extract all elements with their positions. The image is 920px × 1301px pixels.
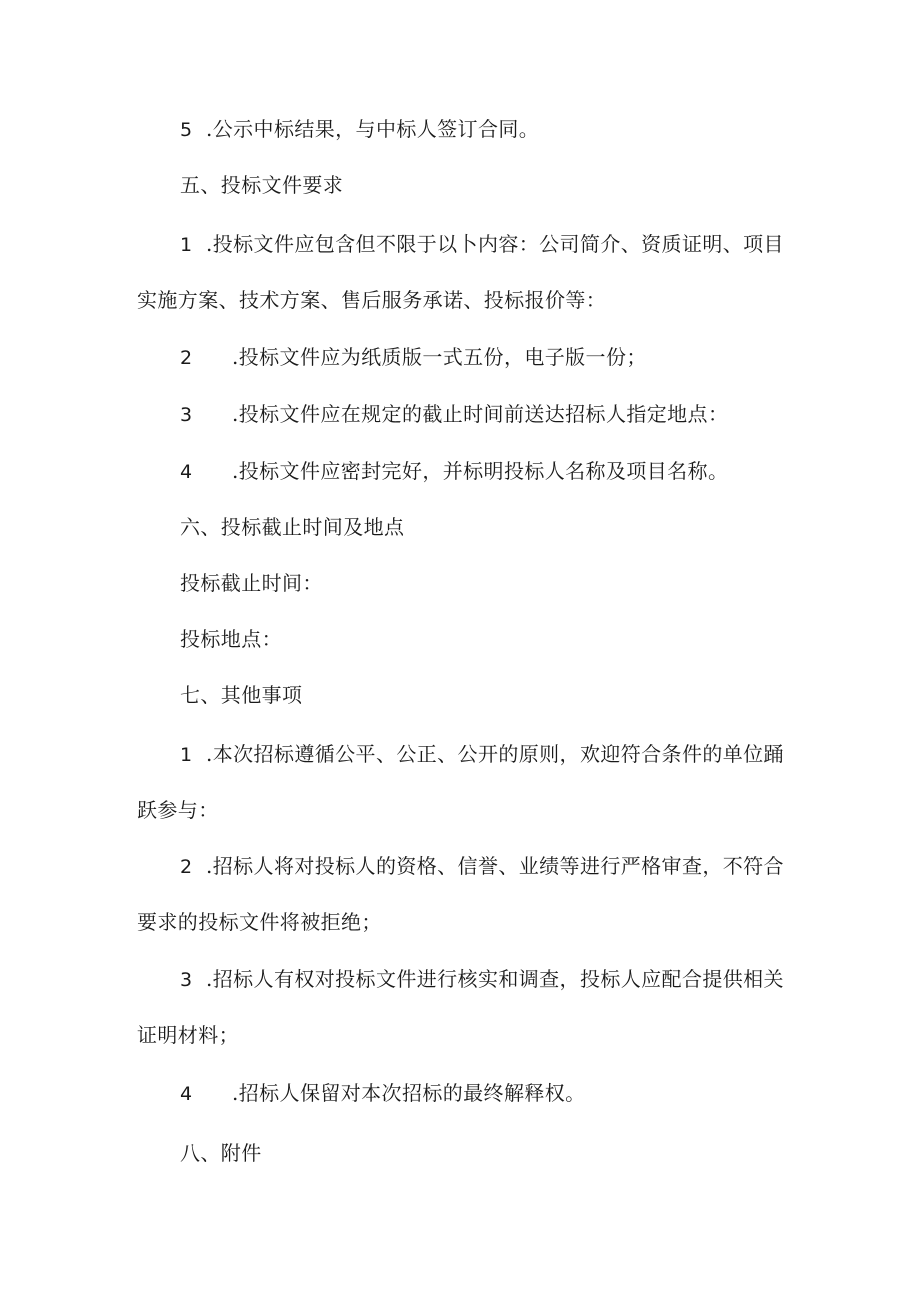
item-text: .招标人有权对投标文件进行核实和调查，投标人应配合提供相关: [206, 967, 784, 991]
item-number: 2: [180, 856, 193, 878]
item-number: 4: [180, 1083, 193, 1105]
section-heading-other-matters: [180, 683, 302, 707]
section-heading-deadline-and-location: [180, 515, 404, 539]
item-number: 2: [180, 347, 193, 369]
list-item-final-interpretation: [180, 1081, 586, 1106]
paragraph-continuation: [137, 910, 382, 934]
field-bid-deadline: [180, 571, 323, 595]
continuation-text: 实施方案、技术方案、售后服务承诺、投标报价等：: [137, 288, 607, 312]
list-item-sealing: [180, 459, 728, 484]
item-text: .投标文件应在规定的截止时间前送达招标人指定地点：: [232, 402, 729, 426]
paragraph-continuation: [137, 798, 219, 822]
paragraph-continuation: [137, 1023, 239, 1047]
heading-text: 六、投标截止时间及地点: [180, 515, 405, 539]
item-text: .投标文件应包含但不限于以卜内容：公司简介、资质证明、项目: [206, 232, 784, 256]
item-text: .招标人将对投标人的资格、信誉、业绩等进行严格审查，不符合: [206, 854, 784, 878]
section-heading-bid-document-requirements: [180, 173, 343, 197]
continuation-text: 要求的投标文件将被拒绝；: [137, 910, 382, 934]
heading-text: 五、投标文件要求: [180, 173, 344, 197]
item-text: .投标文件应密封完好，并标明投标人名称及项目名称。: [232, 459, 729, 483]
heading-text: 七、其他事项: [180, 683, 303, 707]
list-item-bid-contents: [180, 232, 784, 257]
item-text: .招标人保留对本次招标的最终解释权。: [232, 1081, 586, 1105]
field-label: 投标截止时间：: [180, 571, 323, 595]
list-item-verification: [180, 967, 784, 992]
continuation-text: 证明材料；: [137, 1023, 239, 1047]
item-number: 3: [180, 404, 193, 426]
item-number: 5: [180, 119, 193, 141]
item-number: 1: [180, 234, 193, 256]
list-item-copies: [180, 345, 647, 370]
item-text: .本次招标遵循公平、公正、公开的原则，欢迎符合条件的单位踊: [206, 742, 784, 766]
heading-text: 八、附件: [180, 1141, 262, 1165]
field-bid-location: [180, 627, 282, 651]
item-number: 4: [180, 461, 193, 483]
item-text: .投标文件应为纸质版一式五份，电子版一份；: [232, 345, 647, 369]
continuation-text: 跃参与：: [137, 798, 219, 822]
field-label: 投标地点：: [180, 627, 282, 651]
paragraph-continuation: [137, 288, 606, 312]
item-number: 1: [180, 744, 193, 766]
list-item-qualification-review: [180, 854, 784, 879]
item-text: .公示中标结果，与中标人签订合同。: [206, 117, 540, 141]
section-heading-attachments: [180, 1141, 262, 1165]
list-item-publish-result: [180, 117, 539, 142]
list-item-delivery: [180, 402, 728, 427]
item-number: 3: [180, 969, 193, 991]
list-item-principles: [180, 742, 784, 767]
